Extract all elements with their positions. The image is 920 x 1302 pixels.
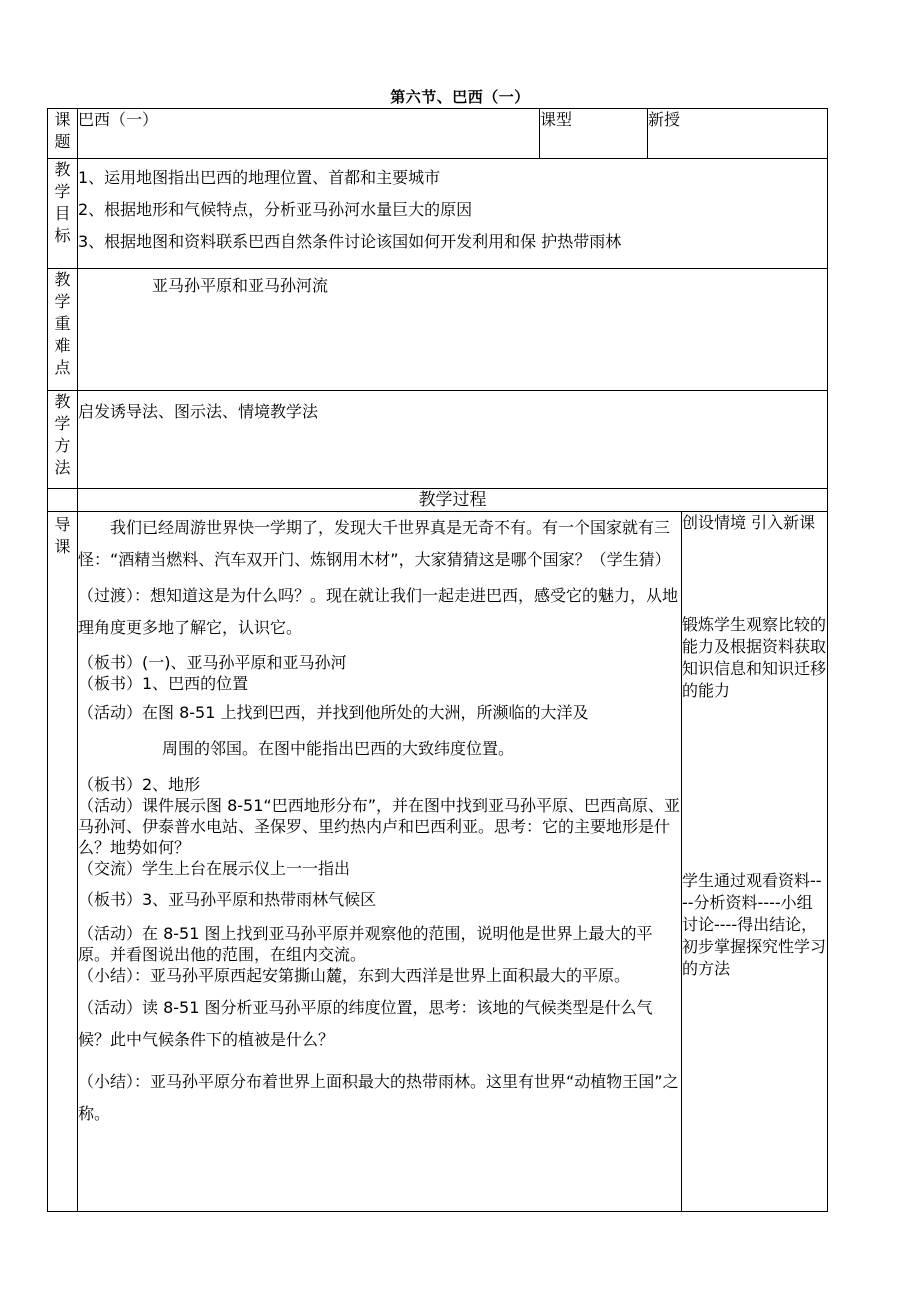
methods-label: 教 学 方 法 bbox=[48, 391, 78, 489]
objective-item: 1、运用地图指出巴西的地理位置、首都和主要城市 bbox=[78, 168, 441, 187]
intro-paragraph: （板书）3、亚马孙平原和热带雨林气候区 bbox=[78, 890, 377, 909]
process-header-row bbox=[48, 489, 828, 512]
intro-paragraph: （小结）：亚马孙平原西起安第撕山麓，东到大西洋是世界上面积最大的平原。 bbox=[78, 966, 631, 985]
side-note: 创设情境 引入新课 bbox=[682, 513, 816, 532]
intro-paragraph: （过渡）：想知道这是为什么吗？。现在就让我们一起走进巴西，感受它的魅力，从地理角度更多地了解它，认识它。 bbox=[78, 586, 679, 637]
objectives-row bbox=[48, 159, 828, 269]
key-points-row bbox=[48, 269, 828, 391]
type-label: 课型 bbox=[540, 109, 648, 159]
intro-paragraph: （活动）课件展示图 8-51“巴西地形分布”，并在图中找到亚马孙平原、巴西高原、亚马孙河、伊泰普水电站、圣保罗、里约热内卢和巴西利亚。思考：它的主要地形是什么？地势如何？ bbox=[78, 796, 680, 857]
methods-content: 启发诱导法、图示法、情境教学法 bbox=[78, 391, 828, 489]
intro-content bbox=[78, 512, 682, 1212]
lesson-plan-table bbox=[47, 108, 828, 1212]
intro-paragraph: （小结）：亚马孙平原分布着世界上面积最大的热带雨林。这里有世界“动植物王国”之称。 bbox=[78, 1072, 679, 1123]
key-points-label: 教 学 重 难 点 bbox=[48, 269, 78, 391]
side-note: 学生通过观看资料----分析资料----小组讨论----得出结论，初步掌握探究性学习的方法 bbox=[682, 871, 827, 978]
intro-paragraph: （活动）在 8-51 图上找到亚马孙平原并观察他的范围，说明他是世界上最大的平原。并看图说出他的范围，在组内交流。 bbox=[78, 924, 653, 964]
objectives-label: 教 学 目 标 bbox=[48, 159, 78, 269]
intro-paragraph: 我们已经周游世界快一学期了，发现大千世界真是无奇不有。有一个国家就有三怪：“酒精当燃料、汽车双开门、炼钢用木材”，大家猜猜这是哪个国家？（学生猜） bbox=[78, 518, 671, 569]
type-value: 新授 bbox=[648, 109, 828, 159]
methods-row bbox=[48, 391, 828, 489]
intro-row bbox=[48, 512, 828, 1212]
process-header: 教学过程 bbox=[78, 489, 828, 512]
intro-paragraph: （板书）1、巴西的位置 bbox=[78, 674, 249, 693]
page-title: 第六节、巴西（一） bbox=[390, 88, 530, 106]
key-points-content: 亚马孙平原和亚马孙河流 bbox=[78, 269, 828, 391]
objective-item: 3、根据地图和资料联系巴西自然条件讨论该国如何开发利用和保 护热带雨林 bbox=[78, 232, 622, 251]
objectives-content bbox=[78, 159, 828, 269]
topic-label: 课 题 bbox=[48, 109, 78, 159]
topic-row bbox=[48, 109, 828, 159]
intro-side-notes bbox=[682, 512, 828, 1212]
intro-paragraph: （交流）学生上台在展示仪上一一指出 bbox=[78, 859, 351, 878]
intro-paragraph: （活动）读 8-51 图分析亚马孙平原的纬度位置，思考：该地的气候类型是什么气候？此中气候条件下的植被是什么？ bbox=[78, 998, 653, 1049]
side-note: 锻炼学生观察比较的能力及根据资料获取知识信息和知识迁移的能力 bbox=[682, 615, 827, 700]
intro-label: 导 课 bbox=[48, 512, 78, 1212]
intro-paragraph: （板书）2、地形 bbox=[78, 775, 201, 794]
intro-paragraph: 周围的邻国。在图中能指出巴西的大致纬度位置。 bbox=[162, 739, 515, 758]
topic-value: 巴西（一） bbox=[78, 109, 540, 159]
intro-paragraph: （活动）在图 8-51 上找到巴西，并找到他所处的大洲，所濒临的大洋及 bbox=[78, 703, 589, 722]
intro-paragraph: （板书）(一)、亚马孙平原和亚马孙河 bbox=[78, 653, 347, 672]
objective-item: 2、根据地形和气候特点，分析亚马孙河水量巨大的原因 bbox=[78, 200, 473, 219]
